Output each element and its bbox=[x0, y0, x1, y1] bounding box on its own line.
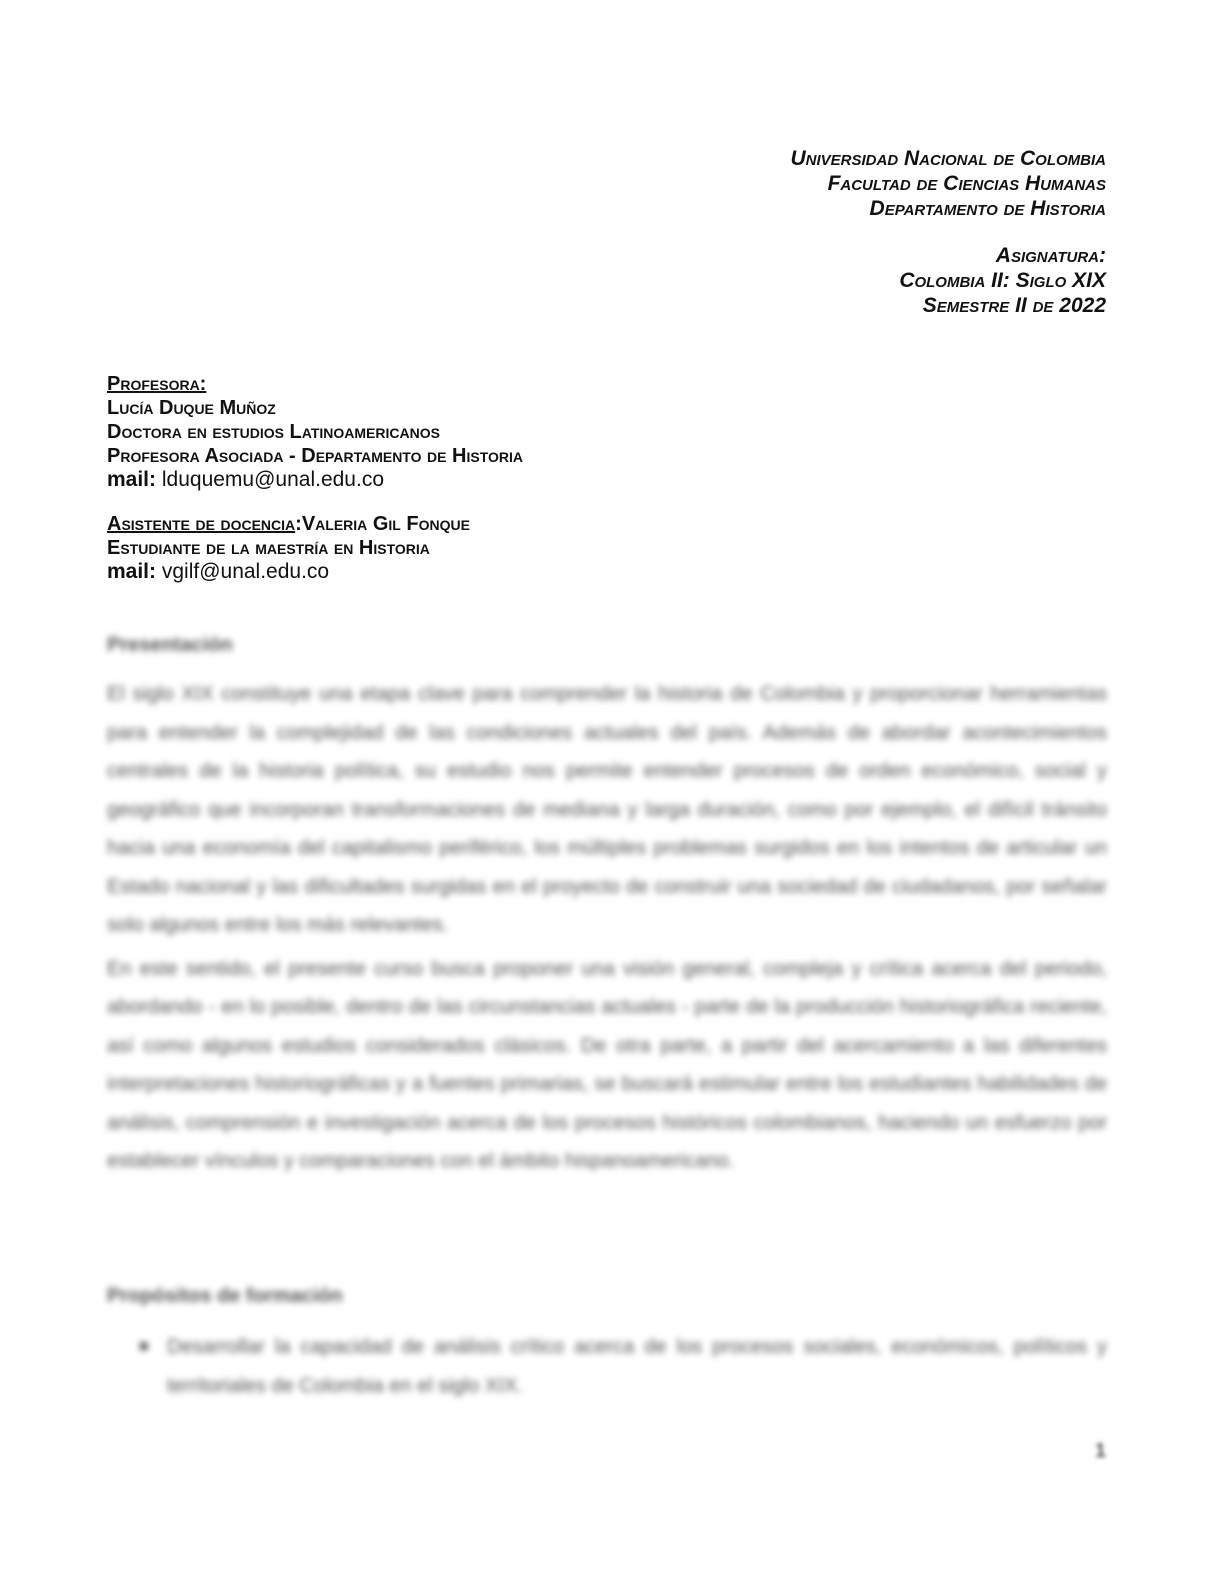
purpose-item-text: Desarrollar la capacidad de análisis crítico acerca de los procesos sociales, económicos, políticos y territoriales de Colombia en el siglo XIX. bbox=[167, 1336, 1107, 1397]
presentation-paragraph-2: En este sentido, el presente curso busca proponer una visión general, compleja y crítica acerca del periodo, abordando - en lo posible, dentro de las circunstancias actuales - parte de la producción historiográfica reciente, así como algunos estudios considerados clásicos. De otra parte, a partir del acercamiento a las diferentes interpretaciones historiográficas y a fuentes primarias, se buscará estimular entre los estudiantes habilidades de análisis, comprensión e investigación acerca de los procesos históricos colombianos, haciendo un esfuerzo por establecer vínculos y comparaciones con el ámbito hispanoamericano. bbox=[107, 957, 1107, 1172]
professor-mail-label: mail: bbox=[107, 468, 157, 491]
list-item bbox=[107, 1328, 1107, 1405]
bullet-icon: ■ bbox=[139, 1338, 149, 1355]
faculty-name: Facultad de Ciencias Humanas bbox=[827, 172, 1106, 195]
department-name: Departamento de Historia bbox=[869, 197, 1106, 220]
subject-name: Colombia II: Siglo XIX bbox=[899, 269, 1106, 292]
staff-info bbox=[107, 372, 523, 584]
professor-position: Profesora Asociada - Departamento de Historia bbox=[107, 445, 524, 467]
professor-degree: Doctora en estudios Latinoamericanos bbox=[107, 421, 440, 443]
purposes-section bbox=[107, 1284, 1107, 1405]
purposes-heading: Propósitos de formación bbox=[107, 1285, 343, 1307]
assistant-label: Asistente de docencia bbox=[107, 513, 296, 535]
university-name: Universidad Nacional de Colombia bbox=[790, 147, 1106, 170]
semester: Semestre II de 2022 bbox=[922, 294, 1106, 317]
subject-label: Asignatura: bbox=[995, 244, 1106, 267]
professor-mail: lduquemu@unal.edu.co bbox=[161, 468, 384, 491]
presentation-heading: Presentación bbox=[107, 634, 233, 656]
course-header bbox=[790, 146, 1106, 318]
professor-mail-line bbox=[107, 468, 523, 492]
assistant-name: Valeria Gil Fonque bbox=[301, 513, 470, 535]
professor-label: Profesora: bbox=[107, 373, 207, 395]
assistant-role: Estudiante de la maestría en Historia bbox=[107, 537, 430, 559]
assistant-mail-line bbox=[107, 560, 523, 584]
assistant-mail: vgilf@unal.edu.co bbox=[161, 560, 330, 583]
professor-name: Lucía Duque Muñoz bbox=[107, 397, 276, 419]
page-number: 1 bbox=[1094, 1440, 1106, 1462]
presentation-section bbox=[107, 633, 1107, 1181]
presentation-paragraph-1: El siglo XIX constituye una etapa clave para comprender la historia de Colombia y proporcionar herramientas para entender la complejidad de las condiciones actuales del país. Además de abordar acontecimientos centrales de la historia política, su estudio nos permite entender procesos de orden económico, social y geográfico que incorporan transformaciones de mediana y larga duración, como por ejemplo, el difícil tránsito hacia una economía del capitalismo periférico, los múltiples problemas surgidos en los intentos de articular un Estado nacional y las dificultades surgidas en el proyecto de construir una sociedad de ciudadanos, por señalar solo algunos entre los más relevantes. bbox=[107, 683, 1107, 936]
assistant-mail-label: mail: bbox=[107, 560, 157, 583]
assistant-colon: : bbox=[295, 513, 302, 535]
assistant-line bbox=[107, 512, 523, 536]
